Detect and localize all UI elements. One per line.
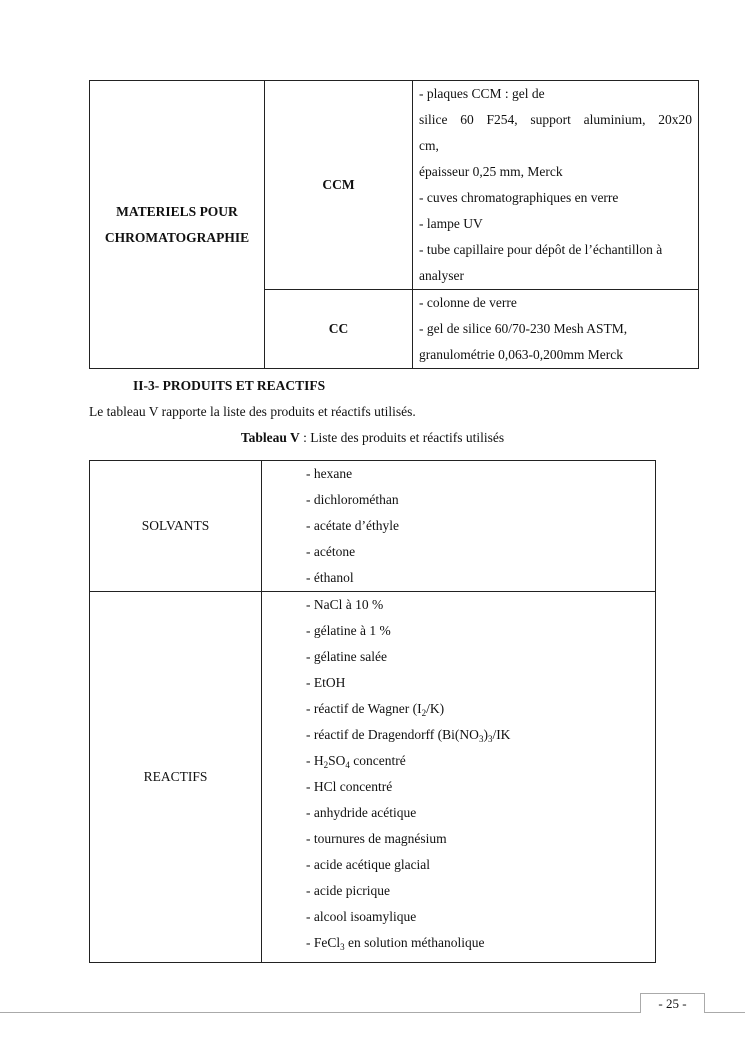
list-item: - éthanol [306, 570, 354, 585]
cc-line: - colonne de verre [419, 295, 517, 310]
list-item: - NaCl à 10 % [306, 597, 384, 612]
list-item: - acide picrique [306, 883, 390, 898]
reactifs-label: REACTIFS [90, 592, 262, 963]
list-item: - $H_2SO_4$ concentré [306, 753, 406, 770]
category-cell [90, 81, 265, 369]
reactifs-list [262, 592, 656, 963]
ccm-line: - lampe UV [419, 216, 483, 231]
section-heading: II-3- PRODUITS ET REACTIFS [133, 378, 326, 393]
products-table [89, 460, 656, 963]
list-item: - tournures de magnésium [306, 831, 447, 846]
list-item: - acide acétique glacial [306, 857, 431, 872]
caption-label: Tableau V [240, 430, 300, 445]
solvants-list [262, 461, 656, 592]
materials-table [89, 80, 699, 369]
ccm-line: - tube capillaire pour dépôt de l’échantillon à [419, 242, 663, 257]
cc-details [413, 290, 699, 369]
list-item: - réactif de Dragendorff ($Bi(NO_3)_3/IK$ [306, 727, 511, 744]
ccm-line: épaisseur 0,25 mm, Merck [419, 164, 563, 179]
list-item: - HCl concentré [306, 779, 393, 794]
list-item: - gélatine à 1 % [306, 623, 391, 638]
ccm-line: - cuves chromatographiques en verre [419, 190, 619, 205]
list-item: - acétone [306, 544, 356, 559]
list-item: - FeCl$_3$ en solution méthanolique [306, 935, 485, 952]
list-item: - gélatine salée [306, 649, 387, 664]
list-item: - hexane [306, 466, 353, 481]
list-item: - EtOH [306, 675, 346, 690]
list-item: - acétate d’éthyle [306, 518, 399, 533]
method-ccm: CCM [265, 81, 413, 290]
caption-text: : Liste des produits et réactifs utilisés [299, 430, 505, 445]
solvants-label: SOLVANTS [90, 461, 262, 592]
spacer [306, 956, 655, 962]
category-line-2: CHROMATOGRAPHIE [104, 229, 250, 245]
list-item: - réactif de Wagner $(I_2/K)$ [306, 701, 445, 718]
ccm-line: silice 60 F254, support aluminium, 20x20 [419, 112, 692, 127]
list-item: - anhydride acétique [306, 805, 417, 820]
intro-paragraph: Le tableau V rapporte la liste des produits et réactifs utilisés. [89, 404, 416, 419]
ccm-line: cm, [419, 138, 439, 153]
ccm-line: analyser [419, 268, 464, 283]
list-item: - alcool isoamylique [306, 909, 417, 924]
footer-divider [0, 1012, 745, 1013]
category-line-1: MATERIELS POUR [116, 203, 238, 219]
ccm-line: - plaques CCM : gel de [419, 86, 545, 101]
page-number: - 25 - [640, 993, 705, 1013]
table-caption [0, 430, 745, 446]
ccm-details [413, 81, 699, 290]
list-item: - dichlorométhan [306, 492, 399, 507]
cc-line: granulométrie 0,063-0,200mm Merck [419, 347, 623, 362]
cc-line: - gel de silice 60/70-230 Mesh ASTM, [419, 321, 628, 336]
method-cc: CC [265, 290, 413, 369]
